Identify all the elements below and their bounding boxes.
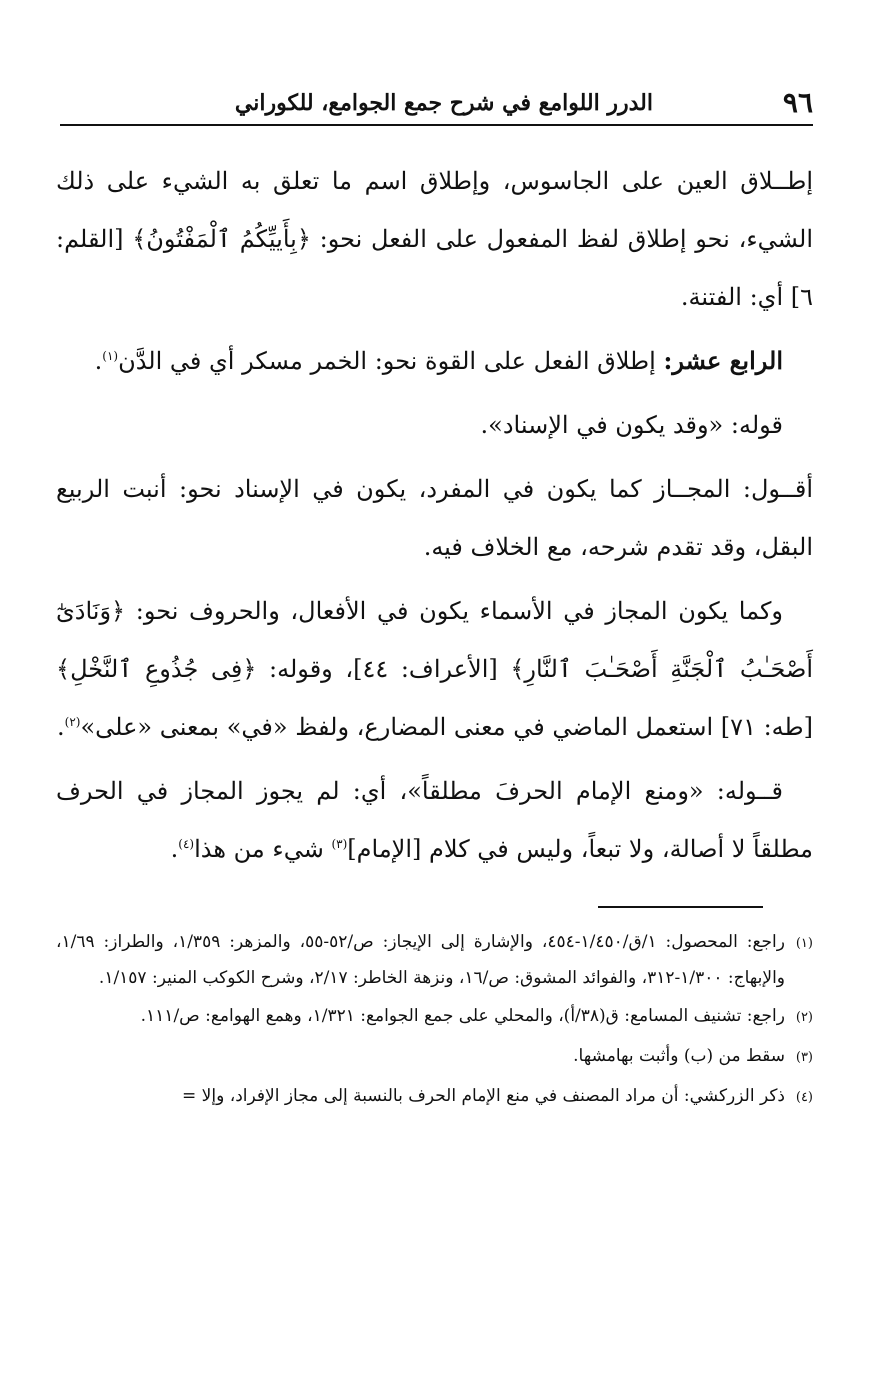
footnote-text: سقط من (ب) وأثبت بهامشها. [573,1046,785,1066]
paragraph-6-end: . [170,835,179,863]
footnote-separator [598,906,763,908]
footnote-number: (٤) [795,1090,813,1105]
paragraph-5-text: وكما يكون المجاز في الأسماء يكون في الأفعال، والحروف نحو: ﴿وَنَادَىٰٓ أَصْحَـٰبُ ٱلْجَنَّةِ أَصْحَـٰبَ ٱلنَّارِ﴾ [الأعراف: ٤٤]، وقوله: ﴿فِى جُذُوعِ ٱلنَّخْلِ﴾ [طه: ٧١] استعمل الماضي في معنى المضارع، ولفظ «في» بمعنى «على» [56,597,813,741]
footnote-ref-1: (١) [102,349,119,363]
footnote-number: (١) [795,936,813,951]
section-heading: الرابع عشر: [663,346,783,375]
paragraph-2-text: إطلاق الفعل على القوة نحو: الخمر مسكر أي في الدَّن [118,347,656,375]
footnote [56,1039,813,1075]
paragraph-5 [56,582,813,756]
footnote-number: (٢) [795,1010,813,1025]
paragraph-6-text-b: شيء من هذا [194,835,332,863]
page-number: ٩٦ [782,86,813,119]
footnote-ref-4: (٤) [178,837,195,851]
paragraph-4: أقــول: المجــاز كما يكون في المفرد، يكون في الإسناد نحو: أنبت الربيع البقل، وقد تقدم شرحه، مع الخلاف فيه. [56,475,813,561]
footnote [56,1079,813,1115]
footnote-text: ذكر الزركشي: أن مراد المصنف في منع الإمام الحرف بالنسبة إلى مجاز الإفراد، وإلا = [182,1086,785,1106]
paragraph-1: إطــلاق العين على الجاسوس، وإطلاق اسم ما تعلق به الشيء على ذلك الشيء، نحو إطلاق لفظ المفعول على الفعل نحو: ﴿بِأَييِّكُمُ ٱلْمَفْتُونُ﴾ [القلم: ٦] أي: الفتنة. [56,167,813,311]
main-text [56,152,813,884]
paragraph-3: قوله: «وقد يكون في الإسناد». [480,411,783,439]
footnote-text: راجع: المحصول: ١/ق/١/٤٥٠-٤٥٤، والإشارة إلى الإيجاز: ص/٥٢-٥٥، والمزهر: ١/٣٥٩، والطراز: ١/٦٩، والإبهاج: ١/٣٠٠-٣١٢، والفوائد المشوق: ص/١٦، ونزهة الخاطر: ٢/١٧، وشرح الكوكب المنير: ١/١٥٧. [56,932,785,988]
footnote-number: (٣) [795,1050,813,1065]
paragraph-6 [56,762,813,878]
footnote-ref-2: (٢) [64,715,81,729]
footnote-text: راجع: تشنيف المسامع: ق(٣٨/أ)، والمحلي على جمع الجوامع: ١/٣٢١، وهمع الهوامع: ص/١١١. [140,1006,785,1026]
running-title: الدرر اللوامع في شرح جمع الجوامع، للكوراني [234,90,653,116]
paragraph-2-end: . [94,347,103,375]
footnote-ref-3: (٣) [331,837,348,851]
footnote [56,999,813,1035]
paragraph-2 [56,332,813,390]
footnote [56,925,813,995]
paragraph-6-text: قــوله: «ومنع الإمام الحرفَ مطلقاً»، أي: لم يجوز المجاز في الحرف مطلقاً لا أصالة، ولا تبعاً، وليس في كلام [الإمام] [56,777,813,863]
page-header [60,84,813,126]
footnotes [56,925,813,1119]
paragraph-5-end: . [57,713,65,741]
